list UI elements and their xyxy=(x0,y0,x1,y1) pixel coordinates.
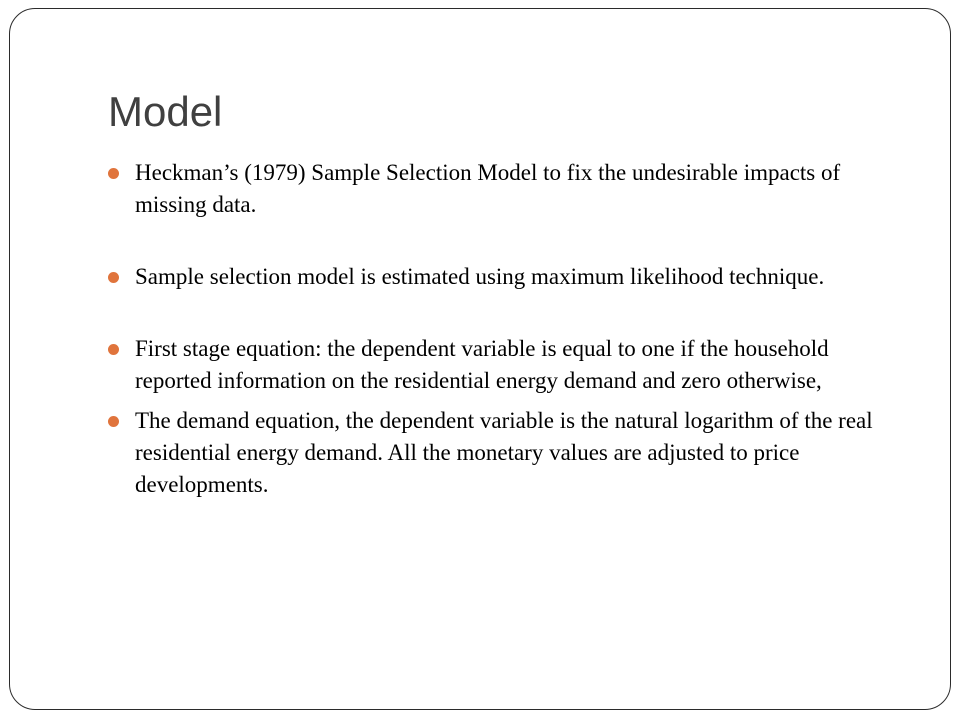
bullet-item-heckman-model xyxy=(108,157,908,221)
bullet-text: The demand equation, the dependent variable is the natural logarithm of the real residential energy demand. All the monetary values are adjusted to price developments. xyxy=(135,408,873,497)
bullet-text: First stage equation: the dependent variable is equal to one if the household reported information on the residential energy demand and zero otherwise, xyxy=(135,336,829,393)
bullet-text: Heckman’s (1979) Sample Selection Model to fix the undesirable impacts of missing data. xyxy=(135,160,841,217)
bullet-list xyxy=(108,157,908,501)
bullet-item-demand-equation xyxy=(108,405,908,501)
bullet-item-first-stage xyxy=(108,333,908,397)
bullet-item-estimation xyxy=(108,261,908,293)
slide-title: Model xyxy=(108,88,223,135)
bullet-text: Sample selection model is estimated using maximum likelihood technique. xyxy=(135,264,825,289)
bullet-dot-icon xyxy=(108,416,119,427)
bullet-dot-icon xyxy=(108,272,119,283)
bullet-dot-icon xyxy=(108,168,119,179)
bullet-dot-icon xyxy=(108,344,119,355)
